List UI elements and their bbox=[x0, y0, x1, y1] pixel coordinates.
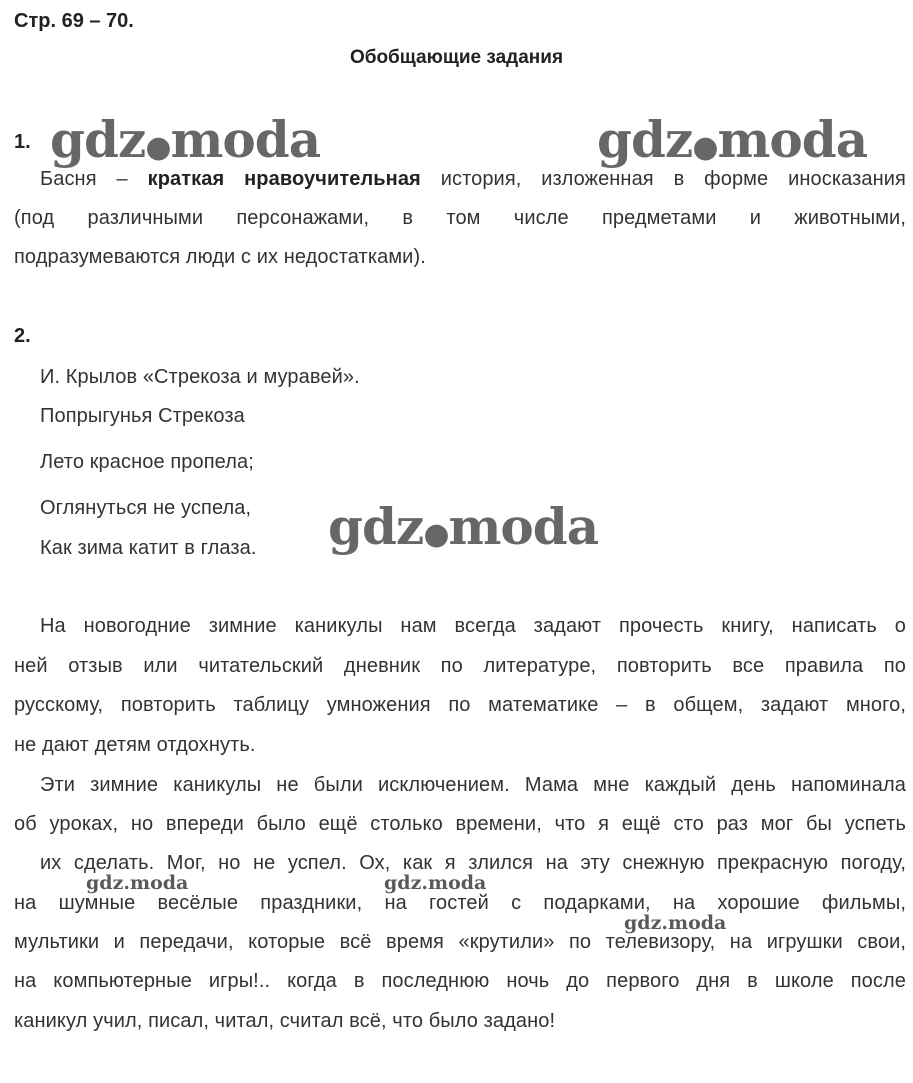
essay-line: каникул учил, писал, читал, считал всё, что было задано! bbox=[14, 1010, 556, 1032]
task-1-line-2: (под различными персонажами, в том числе предметами и животными, bbox=[14, 207, 906, 229]
task-1-number: 1. bbox=[14, 131, 31, 153]
watermark-logo: gdz●moda bbox=[50, 110, 321, 169]
essay-line: их сделать. Мог, но не успел. Ох, как я злился на эту снежную прекрасную погоду, bbox=[40, 852, 906, 874]
essay-line: об уроках, но впереди было ещё столько времени, что я ещё сто раз мог бы успеть bbox=[14, 813, 906, 835]
task-1-line-3: подразумеваются люди с их недостатками). bbox=[14, 246, 426, 268]
poem-line: Оглянуться не успела, bbox=[40, 497, 252, 519]
section-title: Обобщающие задания bbox=[349, 47, 564, 68]
watermark-logo: gdz●moda bbox=[597, 110, 868, 169]
poem-line: Как зима катит в глаза. bbox=[40, 537, 257, 559]
task-1-line-1-end: история, изложенная в форме иносказания bbox=[440, 168, 906, 190]
task-1-line-1 bbox=[40, 168, 906, 191]
essay-line: Эти зимние каникулы не были исключением. Мама мне каждый день напоминала bbox=[40, 774, 906, 796]
essay-line: не дают детям отдохнуть. bbox=[14, 734, 256, 756]
watermark-small: gdz.moda bbox=[86, 872, 189, 894]
essay-line: на компьютерные игры!.. когда в последнюю ночь до первого дня в школе после bbox=[14, 970, 906, 992]
task-2-number: 2. bbox=[14, 325, 31, 347]
essay-line: ней отзыв или читательский дневник по литературе, повторить все правила по bbox=[14, 655, 906, 677]
essay-line: на шумные весёлые праздники, на гостей с подарками, на хорошие фильмы, bbox=[14, 892, 906, 914]
task-1-line-1-start: Басня – bbox=[40, 168, 128, 190]
essay-line: На новогодние зимние каникулы нам всегда задают прочесть книгу, написать о bbox=[40, 615, 906, 637]
task-1-keyword: краткая нравоучительная bbox=[147, 168, 421, 190]
poem-line: Лето красное пропела; bbox=[40, 451, 254, 473]
page-reference: Стр. 69 – 70. bbox=[14, 10, 134, 32]
poem-line: И. Крылов «Стрекоза и муравей». bbox=[40, 366, 360, 388]
essay-line: мультики и передачи, которые всё время «крутили» по телевизору, на игрушки свои, bbox=[14, 931, 906, 953]
watermark-small: gdz.moda bbox=[384, 872, 487, 894]
watermark-logo: gdz●moda bbox=[328, 497, 599, 556]
watermark-small: gdz.moda bbox=[624, 912, 727, 934]
essay-line: русскому, повторить таблицу умножения по математике – в общем, задают много, bbox=[14, 694, 906, 716]
poem-line: Попрыгунья Стрекоза bbox=[40, 405, 245, 427]
